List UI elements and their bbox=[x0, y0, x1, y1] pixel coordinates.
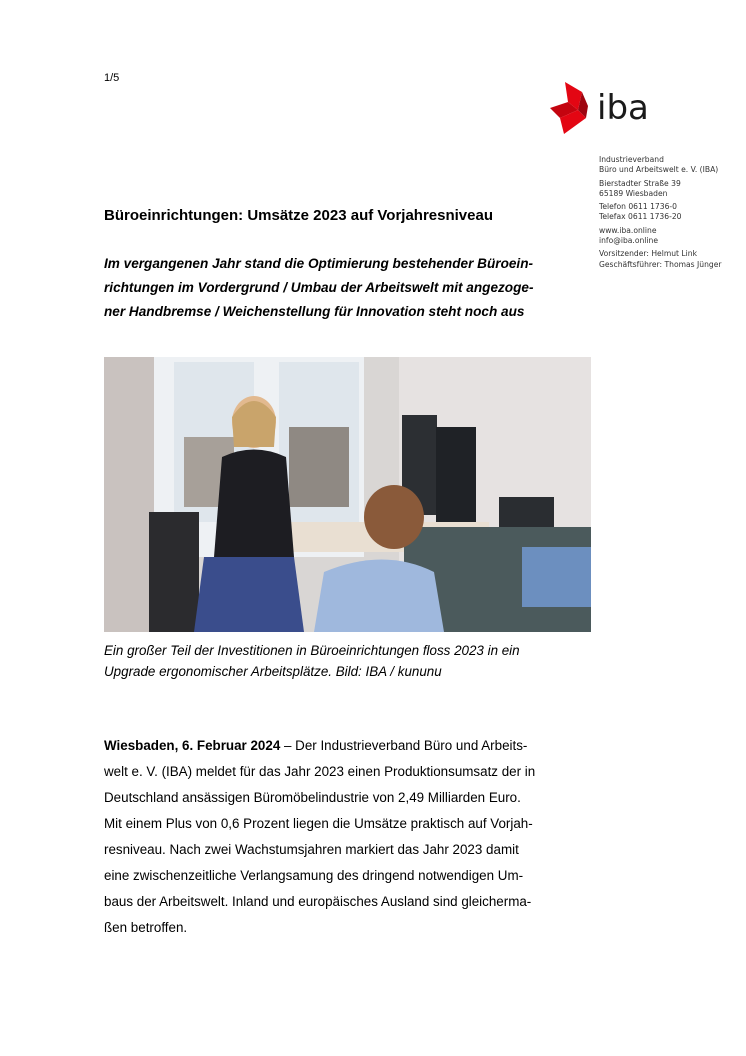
dateline: Wiesbaden, 6. Februar 2024 bbox=[104, 738, 281, 753]
logo-wordmark: iba bbox=[597, 88, 649, 128]
caption-line: Upgrade ergonomischer Arbeitsplätze. Bild: IBA / kununu bbox=[104, 664, 442, 679]
page-number: 1/5 bbox=[104, 72, 120, 84]
body-line: Mit einem Plus von 0,6 Prozent liegen die Umsätze praktisch auf Vorjah- bbox=[104, 816, 533, 831]
subheadline bbox=[104, 252, 594, 324]
office-photo bbox=[104, 357, 591, 632]
body-line: ßen betroffen. bbox=[104, 920, 188, 935]
subhead-line: Im vergangenen Jahr stand die Optimierung bestehender Büroein- bbox=[104, 256, 534, 271]
body-line: Deutschland ansässigen Büromöbelindustrie von 2,49 Milliarden Euro. bbox=[104, 790, 521, 805]
photo-person-standing-body bbox=[214, 450, 294, 558]
photo-monitor bbox=[499, 497, 554, 527]
body-paragraph bbox=[104, 733, 594, 941]
photo-left-wall bbox=[104, 357, 154, 632]
photo-person-standing-skirt bbox=[194, 557, 304, 632]
org-name-line2: Büro und Arbeitswelt e. V. (IBA) bbox=[599, 165, 719, 175]
photo-person-seated-head bbox=[364, 485, 424, 549]
headline: Büroeinrichtungen: Umsätze 2023 auf Vorjahresniveau bbox=[104, 207, 493, 224]
email-link[interactable]: info@iba.online bbox=[599, 236, 658, 246]
chairman: Vorsitzender: Helmut Link bbox=[599, 249, 697, 259]
street: Bierstadter Straße 39 bbox=[599, 178, 681, 188]
body-line bbox=[104, 733, 594, 759]
subhead-line: ner Handbremse / Weichenstellung für Innovation steht noch aus bbox=[104, 304, 525, 319]
body-line: welt e. V. (IBA) meldet für das Jahr 2023 einen Produktionsumsatz der in bbox=[104, 764, 536, 779]
caption-line: Ein großer Teil der Investitionen in Büroeinrichtungen floss 2023 in ein bbox=[104, 643, 520, 658]
body-line: eine zwischenzeitliche Verlangsamung des dringend notwendigen Um- bbox=[104, 868, 524, 883]
photo-caption bbox=[104, 640, 594, 682]
photo-monitor bbox=[436, 427, 476, 522]
photo-laptop bbox=[522, 547, 591, 607]
org-name-line1: Industrieverband bbox=[599, 155, 664, 164]
photo-chair bbox=[149, 512, 199, 632]
body-line: resniveau. Nach zwei Wachstumsjahren markiert das Jahr 2023 damit bbox=[104, 842, 519, 857]
sender-address-block bbox=[599, 155, 739, 273]
managing-director: Geschäftsführer: Thomas Jünger bbox=[599, 259, 722, 269]
photo-person-seated-body bbox=[314, 560, 444, 633]
fax: Telefax 0611 1736-20 bbox=[599, 212, 682, 222]
photo-building bbox=[289, 427, 349, 507]
website-link[interactable]: www.iba.online bbox=[599, 225, 657, 235]
body-line-text: – Der Industrieverband Büro und Arbeits- bbox=[280, 738, 528, 753]
phone: Telefon 0611 1736-0 bbox=[599, 202, 677, 212]
subhead-line: richtungen im Vordergrund / Umbau der Arbeitswelt mit angezoge- bbox=[104, 280, 534, 295]
city: 65189 Wiesbaden bbox=[599, 188, 668, 198]
body-line: baus der Arbeitswelt. Inland und europäisches Ausland sind gleicherma- bbox=[104, 894, 532, 909]
